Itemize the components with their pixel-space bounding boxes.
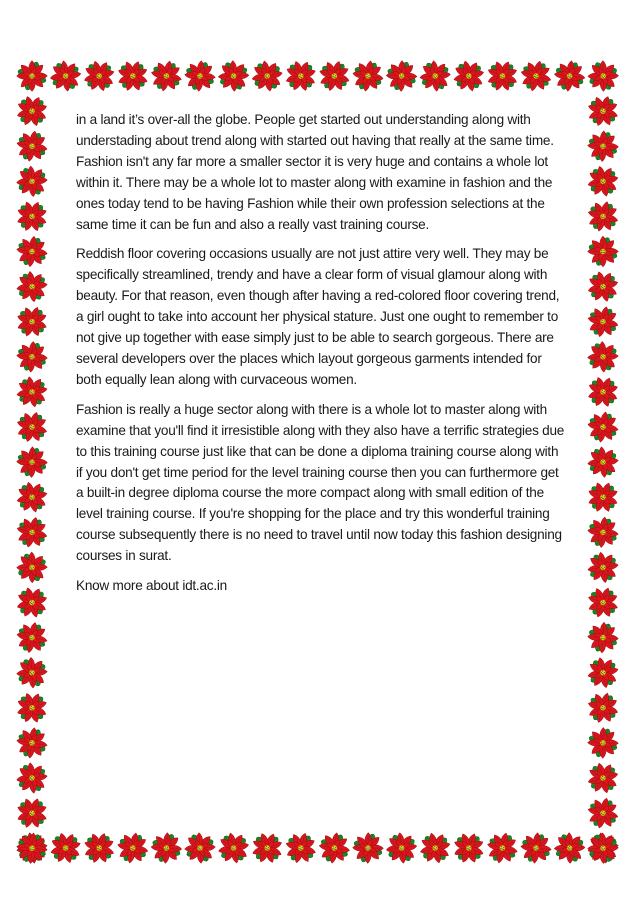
- poinsettia-icon: [584, 689, 622, 727]
- poinsettia-icon: [12, 687, 53, 728]
- poinsettia-icon: [10, 651, 53, 694]
- poinsettia-icon: [350, 58, 385, 93]
- poinsettia-icon: [584, 795, 621, 832]
- poinsettia-icon: [581, 441, 624, 484]
- paragraph-1: in a land it’s over-all the globe. People get started out understanding along with understading about trend along with started out having that really at the same time. Fashion isn't any far more a smaller sector it is very huge and contains a whole lot within it. There may be a whole lot to master along with examine in fashion and the ones today tend to be having Fashion while their own profession selections at the same time it can be fun and also a really vast training course.: [76, 112, 554, 232]
- poinsettia-icon: [11, 265, 54, 308]
- poinsettia-icon: [588, 236, 619, 267]
- poinsettia-icon: [10, 160, 53, 203]
- poinsettia-icon: [10, 546, 53, 589]
- poinsettia-icon: [553, 59, 587, 93]
- poinsettia-icon: [548, 826, 591, 869]
- poinsettia-icon: [582, 757, 624, 799]
- document-body: [76, 110, 566, 606]
- poinsettia-icon: [584, 92, 623, 131]
- poinsettia-icon: [583, 371, 624, 412]
- poinsettia-icon: [587, 727, 618, 758]
- poinsettia-icon: [178, 826, 221, 869]
- poinsettia-icon: [484, 829, 521, 866]
- poinsettia-icon: [586, 515, 620, 549]
- poinsettia-icon: [582, 546, 625, 589]
- poinsettia-icon: [115, 830, 151, 866]
- poinsettia-icon: [582, 160, 624, 202]
- poinsettia-icon: [17, 61, 48, 92]
- poinsettia-icon: [15, 340, 48, 373]
- poinsettia-icon: [44, 55, 87, 98]
- paragraph-2: Reddish floor covering occasions usually are not just attire very well. They may be specifically streamlined, trendy and have a clear form of visual glamour along with beauty. For that reason, even though after having a red-colored floor covering trend, a girl ought to take into account her physical stature. Just one ought to remember to not give up together with ease simply just to be able to search gorgeous. There are several developers over the places which layout gorgeous garments intended for both equally lean along with curvaceous women.: [76, 246, 560, 387]
- poinsettia-icon: [80, 828, 119, 867]
- poinsettia-icon: [183, 59, 216, 92]
- poinsettia-icon: [15, 831, 49, 865]
- poinsettia-icon: [317, 830, 352, 865]
- poinsettia-icon: [14, 128, 50, 164]
- poinsettia-icon: [581, 827, 624, 870]
- paragraph-3: Fashion is really a huge sector along with there is a whole lot to master along with examine that you'll find it irresistible along with they also have a terrific strategies due to this training course just like that can be done a diploma training course along with if you don't get time period for the level training course then you can furthermore get a built-in degree diploma course the more compact along with small edition of the level training course. If you're shopping for the place and try this wonderful training course subsequently there is no need to travel until now today this fashion designing courses in surat.: [76, 401, 565, 564]
- poinsettia-icon: [587, 621, 620, 654]
- poinsettia-icon: [11, 476, 53, 518]
- poinsettia-icon: [315, 57, 354, 96]
- paragraph-4: Know more about idt.ac.in: [76, 578, 227, 594]
- poinsettia-icon: [482, 56, 522, 96]
- poinsettia-icon: [11, 582, 52, 623]
- poinsettia-icon: [517, 57, 554, 94]
- poinsettia-icon: [584, 197, 622, 235]
- poinsettia-icon: [583, 477, 623, 517]
- poinsettia-icon: [14, 619, 50, 655]
- poinsettia-icon: [14, 725, 49, 760]
- poinsettia-icon: [282, 829, 320, 867]
- poinsettia-icon: [113, 56, 153, 96]
- poinsettia-icon: [11, 757, 54, 800]
- poinsettia-icon: [150, 832, 183, 865]
- poinsettia-icon: [585, 409, 620, 444]
- poinsettia-icon: [13, 408, 52, 447]
- poinsettia-icon: [386, 60, 418, 92]
- poinsettia-icon: [280, 56, 321, 97]
- poinsettia-icon: [12, 302, 52, 342]
- poinsettia-icon: [581, 335, 624, 378]
- poinsettia-icon: [212, 54, 255, 97]
- poinsettia-icon: [587, 130, 619, 162]
- poinsettia-icon: [519, 831, 553, 865]
- poinsettia-icon: [414, 54, 457, 97]
- poinsettia-icon: [585, 303, 622, 340]
- poinsettia-icon: [12, 793, 52, 833]
- poinsettia-icon: [148, 58, 185, 95]
- poinsettia-icon: [11, 91, 52, 132]
- poinsettia-icon: [582, 54, 625, 97]
- poinsettia-icon: [78, 55, 120, 97]
- poinsettia-icon: [583, 583, 622, 622]
- poinsettia-icon: [12, 196, 52, 236]
- poinsettia-icon: [13, 514, 50, 551]
- poinsettia-icon: [212, 827, 254, 869]
- poinsettia-icon: [414, 827, 456, 869]
- poinsettia-icon: [45, 827, 86, 868]
- poinsettia-icon: [11, 371, 53, 413]
- poinsettia-icon: [15, 234, 50, 269]
- poinsettia-icon: [352, 832, 383, 863]
- poinsettia-icon: [582, 652, 624, 694]
- poinsettia-icon: [380, 827, 423, 870]
- poinsettia-icon: [448, 55, 490, 97]
- poinsettia-icon: [247, 828, 288, 869]
- poinsettia-icon: [582, 266, 624, 308]
- poinsettia-icon: [16, 446, 48, 478]
- poinsettia-icon: [449, 828, 489, 868]
- poinsettia-icon: [246, 55, 288, 97]
